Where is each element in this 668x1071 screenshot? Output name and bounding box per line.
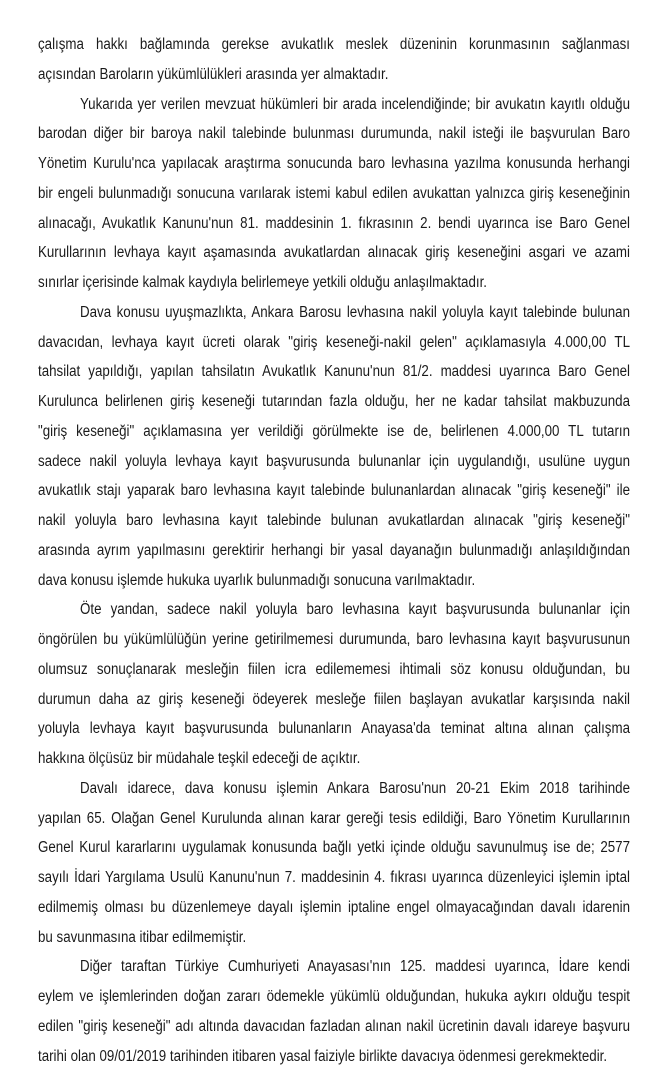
- line-text: bu savunmasına itibar edilmemiştir.: [38, 923, 246, 953]
- text-line: [38, 714, 630, 744]
- text-line: [38, 387, 630, 417]
- text-line: [38, 833, 630, 863]
- text-line: [38, 566, 630, 596]
- line-text: yapılan 65. Olağan Genel Kurulunda alınan karar gereği tesis edildiği, Baro Yönetim Kurullarının: [38, 804, 630, 834]
- line-text: Kurulunca belirlenen giriş keseneği tutarından fazla olduğu, her ne kadar tahsilat makbuzunda: [38, 387, 630, 417]
- line-text: Yönetim Kurulu'nca yapılacak araştırma sonucunda baro levhasına yazılma konusunda herhangi: [38, 149, 630, 179]
- line-text: barodan diğer bir baroya nakil talebinde bulunması durumunda, nakil isteği ile başvurulan Baro: [38, 119, 630, 149]
- text-line: [38, 595, 630, 625]
- text-line: [38, 417, 630, 447]
- line-text: öngörülen bu yükümlülüğün yerine getirilmemesi durumunda, baro levhasına kayıt başvurusunun: [38, 625, 630, 655]
- line-text: bir engeli bulunmadığı sonucuna varılarak istemi kabul edilen avukattan yalnızca giriş keseneğinin: [38, 179, 630, 209]
- text-line: [38, 625, 630, 655]
- text-line: [38, 298, 630, 328]
- text-line: [38, 1012, 630, 1042]
- line-text: arasında ayrım yapılmasını gerektirir herhangi bir yasal dayanağın bulunmadığı anlaşıldığından: [38, 536, 630, 566]
- text-line: [38, 476, 630, 506]
- paragraph: [38, 952, 630, 1071]
- document-body: [38, 30, 630, 1071]
- text-line: [38, 90, 630, 120]
- text-line: [38, 774, 630, 804]
- text-line: [38, 268, 630, 298]
- text-line: [38, 149, 630, 179]
- line-text: yoluyla levhaya kayıt başvurusunda bulunanların Anayasa'da teminat altına alınan çalışma: [38, 714, 630, 744]
- line-text: edilen "giriş keseneği" adı altında davacıdan fazladan alınan nakil ücretinin davalı idareye başvuru: [38, 1012, 630, 1042]
- paragraph: [38, 30, 630, 90]
- line-text: eylem ve işlemlerinden doğan zararı ödemekle yükümlü olduğundan, hukuka aykırı olduğu tespit: [38, 982, 630, 1012]
- paragraph: [38, 298, 630, 596]
- line-text: nakil yoluyla baro levhasına kayıt talebinde bulunan avukatlardan alınacak "giriş keseneği": [38, 506, 630, 536]
- line-text: tarihi olan 09/01/2019 tarihinden itibaren yasal faiziyle birlikte davacıya ödenmesi gerekmektedir.: [38, 1042, 607, 1071]
- text-line: [38, 328, 630, 358]
- text-line: [38, 536, 630, 566]
- line-text: hakkına ölçüsüz bir müdahale teşkil edeceği de açıktır.: [38, 744, 360, 774]
- text-line: [38, 119, 630, 149]
- line-text: Genel Kurul kararlarını uygulamak konusunda bağlı yetki içinde olduğu savunulmuş ise de; 2577: [38, 833, 630, 863]
- text-line: [38, 982, 630, 1012]
- text-line: [38, 952, 630, 982]
- line-text: Dava konusu uyuşmazlıkta, Ankara Barosu levhasına nakil yoluyla kayıt talebinde bulunan: [80, 298, 630, 328]
- text-line: [38, 685, 630, 715]
- text-line: [38, 744, 630, 774]
- line-text: durumun daha az giriş keseneği ödeyerek mesleğe fiilen başlayan avukatlar karşısında nakil: [38, 685, 630, 715]
- paragraph: [38, 595, 630, 774]
- line-text: sayılı İdari Yargılama Usulü Kanunu'nun 7. maddesinin 4. fıkrası uyarınca düzenleyici işlemin iptal: [38, 863, 630, 893]
- line-text: Yukarıda yer verilen mevzuat hükümleri bir arada incelendiğinde; bir avukatın kayıtlı olduğu: [80, 90, 630, 120]
- line-text: edilmemiş olması bu düzenlemeye dayalı işlemin iptaline engel olmayacağından davalı idarenin: [38, 893, 630, 923]
- line-text: çalışma hakkı bağlamında gerekse avukatlık meslek düzeninin korunmasının sağlanması: [38, 30, 630, 60]
- line-text: açısından Baroların yükümlülükleri arasında yer almaktadır.: [38, 60, 388, 90]
- line-text: dava konusu işlemde hukuka uyarlık bulunmadığı sonucuna varılmaktadır.: [38, 566, 475, 596]
- line-text: alınacağı, Avukatlık Kanunu'nun 81. maddesinin 1. fıkrasının 2. bendi uyarınca ise Baro Genel: [38, 209, 630, 239]
- text-line: [38, 893, 630, 923]
- text-line: [38, 447, 630, 477]
- text-line: [38, 60, 630, 90]
- text-line: [38, 30, 630, 60]
- text-line: [38, 506, 630, 536]
- line-text: avukatlık stajı yaparak baro levhasına kayıt talebinde bulunanlardan alınacak "giriş keseneği" ile: [38, 476, 630, 506]
- line-text: Öte yandan, sadece nakil yoluyla baro levhasına kayıt başvurusunda bulunanlar için: [80, 595, 630, 625]
- line-text: tahsilat yapıldığı, yapılan tahsilatın Avukatlık Kanunu'nun 81/2. maddesi uyarınca Baro Genel: [38, 357, 630, 387]
- text-line: [38, 923, 630, 953]
- text-line: [38, 357, 630, 387]
- line-text: sınırlar içerisinde kalmak kaydıyla belirlemeye yetkili olduğu anlaşılmaktadır.: [38, 268, 487, 298]
- line-text: Kurullarının levhaya kayıt aşamasında avukatlardan alınacak giriş keseneğini asgari ve azami: [38, 238, 630, 268]
- line-text: Davalı idarece, dava konusu işlemin Ankara Barosu'nun 20-21 Ekim 2018 tarihinde: [80, 774, 630, 804]
- line-text: Diğer taraftan Türkiye Cumhuriyeti Anayasası'nın 125. maddesi uyarınca, İdare kendi: [80, 952, 630, 982]
- text-line: [38, 655, 630, 685]
- text-line: [38, 209, 630, 239]
- paragraph: [38, 90, 630, 298]
- text-line: [38, 863, 630, 893]
- text-line: [38, 238, 630, 268]
- paragraph: [38, 774, 630, 953]
- text-line: [38, 179, 630, 209]
- line-text: sadece nakil yoluyla levhaya kayıt başvurusunda bulunanlar için uygulandığı, usulüne uygun: [38, 447, 630, 477]
- line-text: "giriş keseneği" açıklamasına yer verildiği görülmekte ise de, belirlenen 4.000,00 TL tutarın: [38, 417, 630, 447]
- text-line: [38, 1042, 630, 1071]
- line-text: davacıdan, levhaya kayıt ücreti olarak "giriş keseneği-nakil gelen" açıklamasıyla 4.000,00 TL: [38, 328, 630, 358]
- text-line: [38, 804, 630, 834]
- line-text: olumsuz sonuçlanarak mesleğin fiilen icra edilememesi ihtimali söz konusu olduğundan, bu: [38, 655, 630, 685]
